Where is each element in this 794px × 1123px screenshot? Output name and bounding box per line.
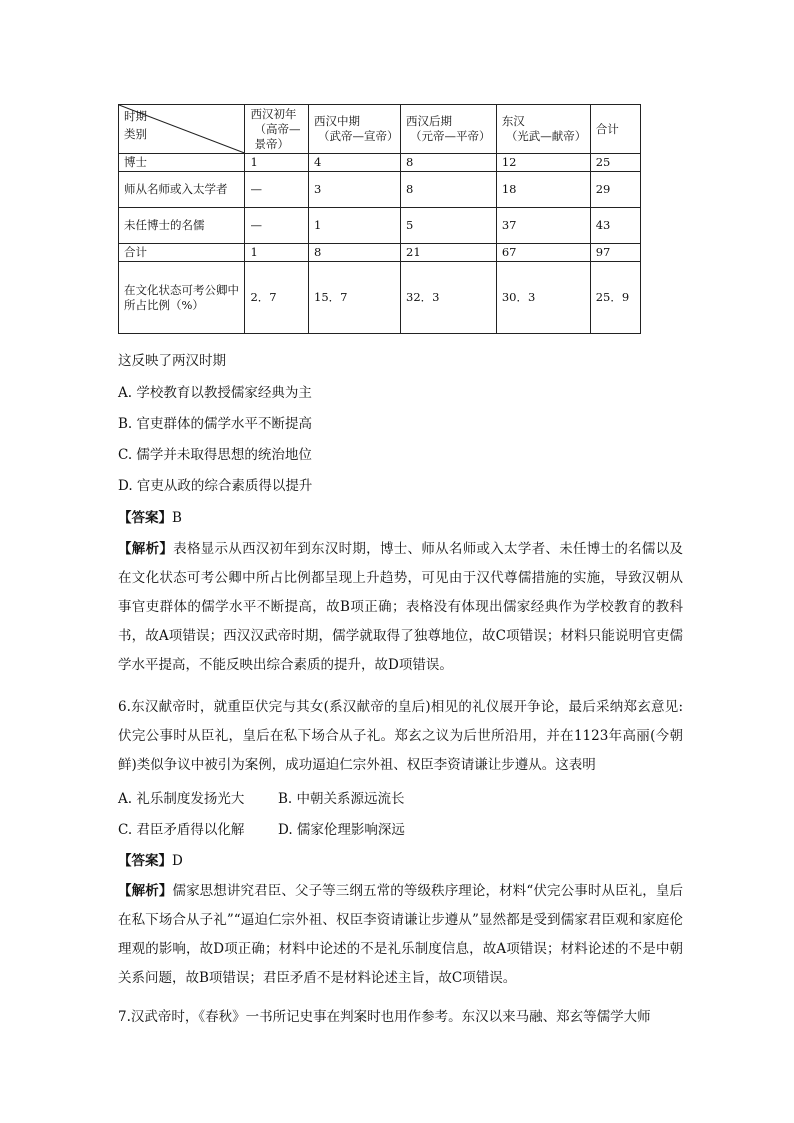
table-cell: 12 — [496, 154, 590, 172]
table-row — [119, 208, 641, 244]
table-cell: 25 — [590, 154, 640, 172]
table-cell: 3 — [309, 172, 401, 208]
col-header-sub: （光武—献帝） — [505, 129, 587, 143]
table-cell: 43 — [590, 208, 640, 244]
col-header-main: 西汉初年 — [250, 106, 297, 121]
table-cell: 21 — [401, 244, 497, 262]
option-c: C. 儒学并未取得思想的统治地位 — [118, 447, 312, 463]
category-label: 类别 — [124, 127, 147, 141]
col-header-sub: （武帝—宣帝） — [318, 129, 399, 143]
analysis-text: 表格显示从西汉初年到东汉时期，博士、师从名师或入太学者、未任博士的名儒以及在文化状态可考公卿中所占比例都呈现上升趋势，可见由于汉代尊儒措施的实施，导致汉朝从事官吏群体的儒学水平不断提高，故B项正确；表格没有体现出儒家经典作为学校教育的教科书，故A项错误；西汉汉武帝时期，儒学就取得了独尊地位，故C项错误；材料只能说明官吏儒学水平提高，不能反映出综合素质的提升，故D项错误。 — [118, 541, 684, 673]
col-header-main: 东汉 — [501, 114, 525, 128]
col-header-early-western-han — [245, 105, 309, 154]
col-header-main: 西汉中期 — [314, 114, 361, 128]
diagonal-header-cell — [119, 105, 245, 154]
option-a: A. 学校教育以教授儒家经典为主 — [118, 385, 312, 401]
table-cell: 37 — [496, 208, 590, 244]
table-cell: 15．7 — [309, 262, 401, 334]
col-header-late-western-han — [401, 105, 497, 154]
table-cell: — — [245, 208, 309, 244]
table-cell: 1 — [245, 244, 309, 262]
col-header-eastern-han — [496, 105, 590, 154]
option-row — [118, 791, 678, 807]
option-row — [118, 822, 678, 838]
col-header-mid-western-han — [309, 105, 401, 154]
table-cell: 5 — [401, 208, 497, 244]
answer-value: D — [172, 853, 183, 869]
option-d: D. 官吏从政的综合素质得以提升 — [118, 478, 313, 494]
table-cell: 1 — [309, 208, 401, 244]
row-label: 博士 — [119, 154, 245, 172]
table-row — [119, 172, 641, 208]
analysis-paragraph — [118, 535, 683, 680]
table-cell: 8 — [401, 172, 497, 208]
table-row — [119, 262, 641, 334]
table-cell: 25．9 — [590, 262, 640, 334]
data-table — [118, 104, 641, 334]
answer-tag: 【答案】 — [118, 510, 172, 526]
table-cell: 8 — [309, 244, 401, 262]
question-6-stem: 6.东汉献帝时，就重臣伏完与其女(系汉献帝的皇后)相见的礼仪展开争论，最后采纳郑玄意见:伏完公事时从臣礼，皇后在私下场合从子礼。郑玄之议为后世所沿用，并在1123年高丽(今朝鲜)类似争议中被引为案例，成功逼迫仁宗外祖、权臣李资请谦让步遵从。这表明 — [118, 699, 683, 773]
answer-line — [118, 510, 678, 526]
answer-line — [118, 853, 678, 869]
table-cell: 30．3 — [496, 262, 590, 334]
col-header-main: 合计 — [595, 121, 619, 136]
table-cell: 8 — [401, 154, 497, 172]
row-label: 未任博士的名儒 — [119, 208, 245, 244]
answer-tag: 【答案】 — [118, 853, 172, 869]
row-label: 合计 — [119, 244, 245, 262]
option-c: C. 君臣矛盾得以化解 — [118, 822, 245, 838]
option-d: D. 儒家伦理影响深远 — [278, 822, 405, 838]
table-header-row — [119, 105, 641, 154]
table-cell: 18 — [496, 172, 590, 208]
question-7-stem: 7.汉武帝时，《春秋》一书所记史事在判案时也用作参考。东汉以来马融、郑玄等儒学大师 — [118, 1009, 651, 1025]
analysis-tag: 【解析】 — [118, 883, 173, 899]
analysis-text: 儒家思想讲究君臣、父子等三纲五常的等级秩序理论，材料“伏完公事时从臣礼，皇后在私下场合从子礼”“逼迫仁宗外祖、权臣李资请谦让步遵从”显然都是受到儒家君臣观和家庭伦理观的影响，故D项正确；材料中论述的不是礼乐制度信息，故A项错误；材料论述的不是中朝关系问题，故B项错误；君臣矛盾不是材料论述主旨，故C项错误。 — [118, 883, 683, 986]
option-a: A. 礼乐制度发扬光大 — [118, 791, 245, 807]
col-header-total — [590, 105, 640, 154]
row-label: 师从名师或入太学者 — [119, 172, 245, 208]
col-header-sub: （高帝—景帝） — [254, 121, 301, 151]
table-cell: 32．3 — [401, 262, 497, 334]
analysis-tag: 【解析】 — [118, 541, 174, 557]
option-b: B. 官吏群体的儒学水平不断提高 — [118, 416, 313, 432]
table-cell: 29 — [590, 172, 640, 208]
table-cell: — — [245, 172, 309, 208]
table-cell: 1 — [245, 154, 309, 172]
col-header-main: 西汉后期 — [406, 114, 453, 128]
option-b: B. 中朝关系源远流长 — [278, 791, 405, 807]
question-stem: 这反映了两汉时期 — [118, 353, 226, 369]
analysis-paragraph — [118, 877, 683, 993]
table-cell: 67 — [496, 244, 590, 262]
period-label: 时期 — [124, 109, 147, 123]
table-cell: 2．7 — [245, 262, 309, 334]
table-row — [119, 244, 641, 262]
answer-value: B — [172, 510, 182, 526]
table-cell: 97 — [590, 244, 640, 262]
table-cell: 4 — [309, 154, 401, 172]
table-row — [119, 154, 641, 172]
row-label: 在文化状态可考公卿中所占比例（%） — [119, 262, 245, 334]
col-header-sub: （元帝—平帝） — [410, 129, 491, 143]
